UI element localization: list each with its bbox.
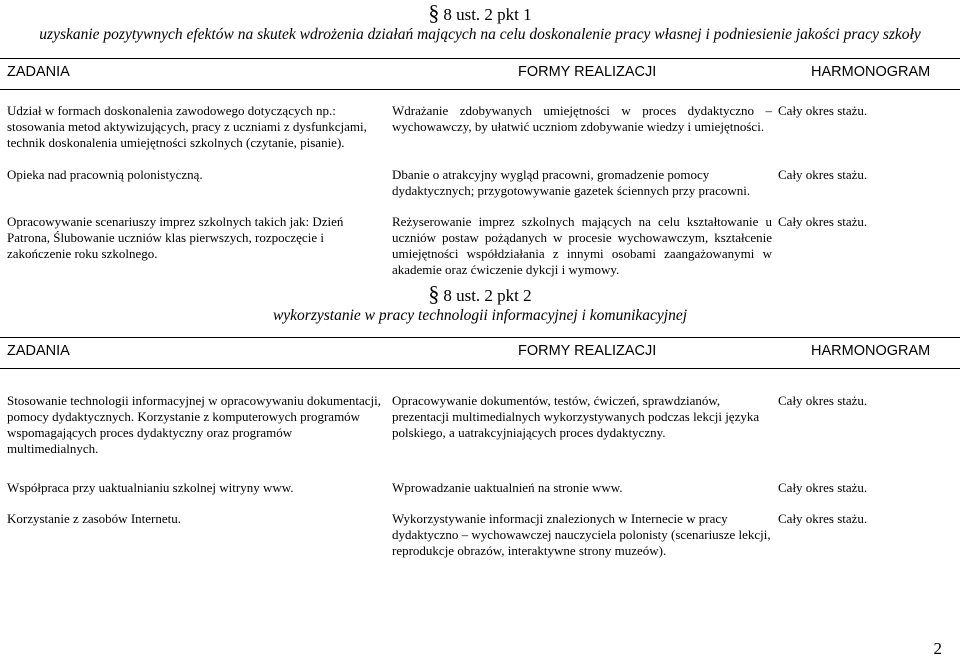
table1-row-1-schedule: Cały okres stażu.: [778, 103, 868, 118]
table1-row-3-form: Reżyserowanie imprez szkolnych mających na celu kształtowanie u uczniów postaw pożądanych w procesie wychowawczym, kształcenie umiejętności współdziałania z innymi osobami zaangażowanymi w akademie oraz ćwiczenie dykcji i wymowy.: [392, 214, 772, 277]
table2-row-2-form: Wprowadzanie uaktualnień na stronie www.: [392, 480, 623, 495]
section-2-title: wykorzystanie w pracy technologii informacyjnej i komunikacyjnej: [272, 307, 688, 324]
section-1-number: § 8 ust. 2 pkt 1: [428, 0, 532, 25]
table1-row-1-task: Udział w formach doskonalenia zawodowego dotyczących np.: stosowania metod aktywizujących, pracy z uczniami z dysfunkcjami, technik doskonalenia umiejętności szkolnych (czytanie, pisanie).: [7, 103, 367, 150]
table2-row-3-schedule: Cały okres stażu.: [778, 511, 868, 526]
divider: [0, 89, 960, 90]
header-tasks: ZADANIA: [7, 64, 70, 80]
table2-row-1-schedule: Cały okres stażu.: [778, 393, 868, 408]
table2-row-1-form: Opracowywanie dokumentów, testów, ćwiczeń, sprawdzianów, prezentacji multimedialnych wykorzystywanych podczas lekcji języka polskiego, a uatrakcyjniających proces dydaktyczny.: [392, 393, 760, 440]
divider: [0, 368, 960, 369]
table2-row-3-form: Wykorzystywanie informacji znalezionych w Internecie w pracy dydaktyczno – wychowawczej nauczyciela polonisty (scenariusze lekcji, reprodukcje obrazów, interaktywne strony muzeów).: [392, 511, 771, 558]
table2-row-3-task: Korzystanie z zasobów Internetu.: [7, 511, 181, 526]
section-2-number: § 8 ust. 2 pkt 2: [428, 281, 532, 306]
page-number: 2: [933, 639, 942, 658]
table2-row-2-schedule: Cały okres stażu.: [778, 480, 868, 495]
header-schedule: HARMONOGRAM: [811, 343, 931, 359]
header-forms: FORMY REALIZACJI: [518, 64, 657, 80]
table1-row-2-task: Opieka nad pracownią polonistyczną.: [7, 167, 203, 182]
table1-row-1-form: Wdrażanie zdobywanych umiejętności w proces dydaktyczno – wychowawczy, by ułatwić uczniom zdobywanie wiedzy i umiejętności.: [392, 103, 772, 134]
header-forms: FORMY REALIZACJI: [518, 343, 657, 359]
table1-row-3-task: Opracowywanie scenariuszy imprez szkolnych takich jak: Dzień Patrona, Ślubowanie uczniów klas pierwszych, rozpoczęcie i zakończenie roku szkolnego.: [7, 214, 344, 261]
table2-row-2-task: Współpraca przy uaktualnianiu szkolnej witryny www.: [7, 480, 294, 495]
divider: [0, 337, 960, 338]
table1-row-2-schedule: Cały okres stażu.: [778, 167, 868, 182]
table1-row-2-form: Dbanie o atrakcyjny wygląd pracowni, gromadzenie pomocy dydaktycznych; przygotowywanie gazetek ściennych przy pracowni.: [392, 167, 751, 198]
table2-row-1-task: Stosowanie technologii informacyjnej w opracowywaniu dokumentacji, pomocy dydaktycznych. Korzystanie z komputerowych programów wspomagających proces dydaktyczny oraz programów multimedialnych.: [7, 393, 382, 456]
section-1-title: uzyskanie pozytywnych efektów na skutek wdrożenia działań mających na celu doskonalenie pracy własnej i podniesienie jakości pracy szkoły: [39, 26, 921, 43]
header-schedule: HARMONOGRAM: [811, 64, 931, 80]
table1-row-3-schedule: Cały okres stażu.: [778, 214, 868, 229]
divider: [0, 58, 960, 59]
header-tasks: ZADANIA: [7, 343, 70, 359]
